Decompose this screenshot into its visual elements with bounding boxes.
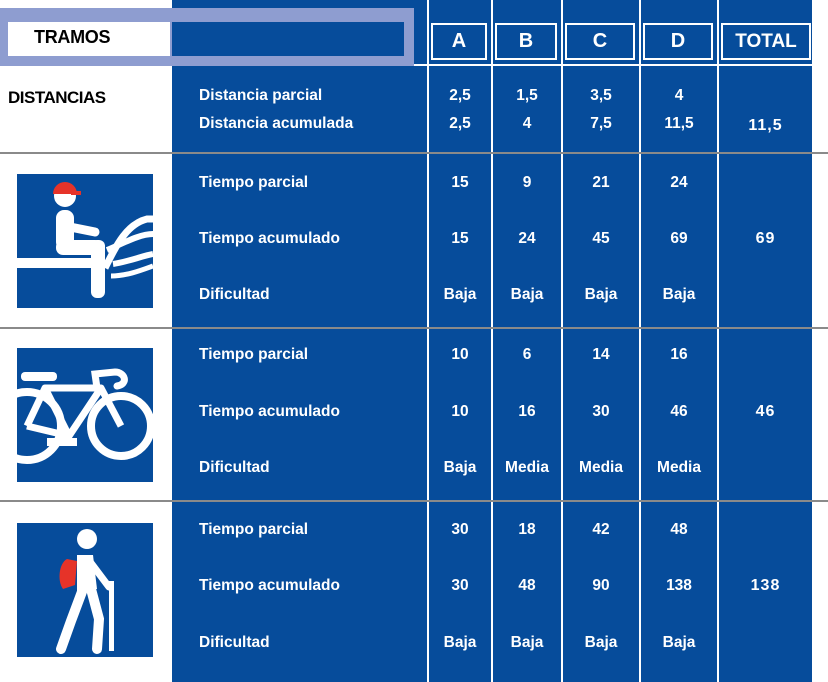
distancia-acumulada-b: 4 (522, 115, 532, 132)
tramos-label: TRAMOS (34, 27, 111, 47)
section2-r1-c: 14 (592, 346, 610, 363)
distancia-parcial-a: 2,5 (449, 87, 471, 104)
distancia-parcial-label: Distancia parcial (199, 87, 323, 104)
section1-row1-label: Tiempo parcial (199, 174, 309, 191)
column-header-a: A (433, 25, 485, 58)
section1-r1-c: 21 (592, 174, 610, 191)
section3-r3-d: Baja (662, 634, 696, 651)
distancia-total: 11,5 (748, 117, 783, 134)
section3-r1-d: 48 (670, 521, 688, 538)
section1-r1-d: 24 (670, 174, 688, 191)
section2-r2-b: 16 (518, 403, 536, 420)
section1-r1-a: 15 (451, 174, 469, 191)
column-header-c: C (567, 25, 633, 58)
section1-r2-c: 45 (592, 230, 610, 247)
section3-r2-b: 48 (518, 577, 536, 594)
section-separator (0, 152, 828, 154)
section2-r3-c: Media (579, 459, 623, 476)
distancia-acumulada-label: Distancia acumulada (199, 115, 354, 132)
section3-r1-c: 42 (592, 521, 610, 538)
section3-row2-label: Tiempo acumulado (199, 577, 340, 594)
section3-r1-a: 30 (451, 521, 469, 538)
section3-row3-label: Dificultad (199, 634, 270, 651)
section3-row1-label: Tiempo parcial (199, 521, 309, 538)
section1-r3-b: Baja (510, 286, 544, 303)
distancia-acumulada-a: 2,5 (449, 115, 471, 132)
distancia-acumulada-d: 11,5 (664, 115, 694, 132)
distancia-parcial-b: 1,5 (516, 87, 538, 104)
section3-r1-b: 18 (518, 521, 536, 538)
section1-r3-d: Baja (662, 286, 696, 303)
section3-r2-a: 30 (451, 577, 469, 594)
section3-r2-c: 90 (592, 577, 610, 594)
column-header-b: B (497, 25, 555, 58)
section2-r3-b: Media (505, 459, 549, 476)
section3-r2-d: 138 (666, 577, 692, 594)
section2-row3-label: Dificultad (199, 459, 270, 476)
section-separator (0, 500, 828, 502)
section2-row1-label: Tiempo parcial (199, 346, 309, 363)
distancia-parcial-c: 3,5 (590, 87, 612, 104)
column-header-total: TOTAL (723, 25, 809, 58)
section2-r3-d: Media (657, 459, 701, 476)
section1-r2-a: 15 (451, 230, 469, 247)
section3-r3-c: Baja (584, 634, 618, 651)
section2-r2-c: 30 (592, 403, 610, 420)
section1-r2-b: 24 (518, 230, 536, 247)
bicycle-icon (17, 348, 153, 482)
section3-total: 138 (750, 577, 781, 594)
section2-r1-b: 6 (522, 346, 532, 363)
section3-r3-a: Baja (443, 634, 477, 651)
hiker-icon (17, 523, 153, 657)
tramos-blue-cell (172, 22, 404, 56)
section2-row2-label: Tiempo acumulado (199, 403, 340, 420)
section1-r3-c: Baja (584, 286, 618, 303)
section3-r3-b: Baja (510, 634, 544, 651)
section1-row3-label: Dificultad (199, 286, 270, 303)
section-separator (0, 327, 828, 329)
distancias-label: DISTANCIAS (8, 88, 106, 107)
section2-r3-a: Baja (443, 459, 477, 476)
section2-total: 46 (755, 403, 776, 420)
column-header-d: D (645, 25, 711, 58)
distancia-acumulada-c: 7,5 (590, 115, 612, 132)
section2-r1-a: 10 (451, 346, 469, 363)
distancia-parcial-d: 4 (674, 87, 684, 104)
section2-r2-a: 10 (451, 403, 469, 420)
section1-total: 69 (755, 230, 776, 247)
section1-r3-a: Baja (443, 286, 477, 303)
section2-r1-d: 16 (670, 346, 688, 363)
wheelchair-icon (17, 174, 153, 308)
section2-r2-d: 46 (670, 403, 688, 420)
section1-r2-d: 69 (670, 230, 688, 247)
section1-r1-b: 9 (522, 174, 532, 191)
section1-row2-label: Tiempo acumulado (199, 230, 340, 247)
